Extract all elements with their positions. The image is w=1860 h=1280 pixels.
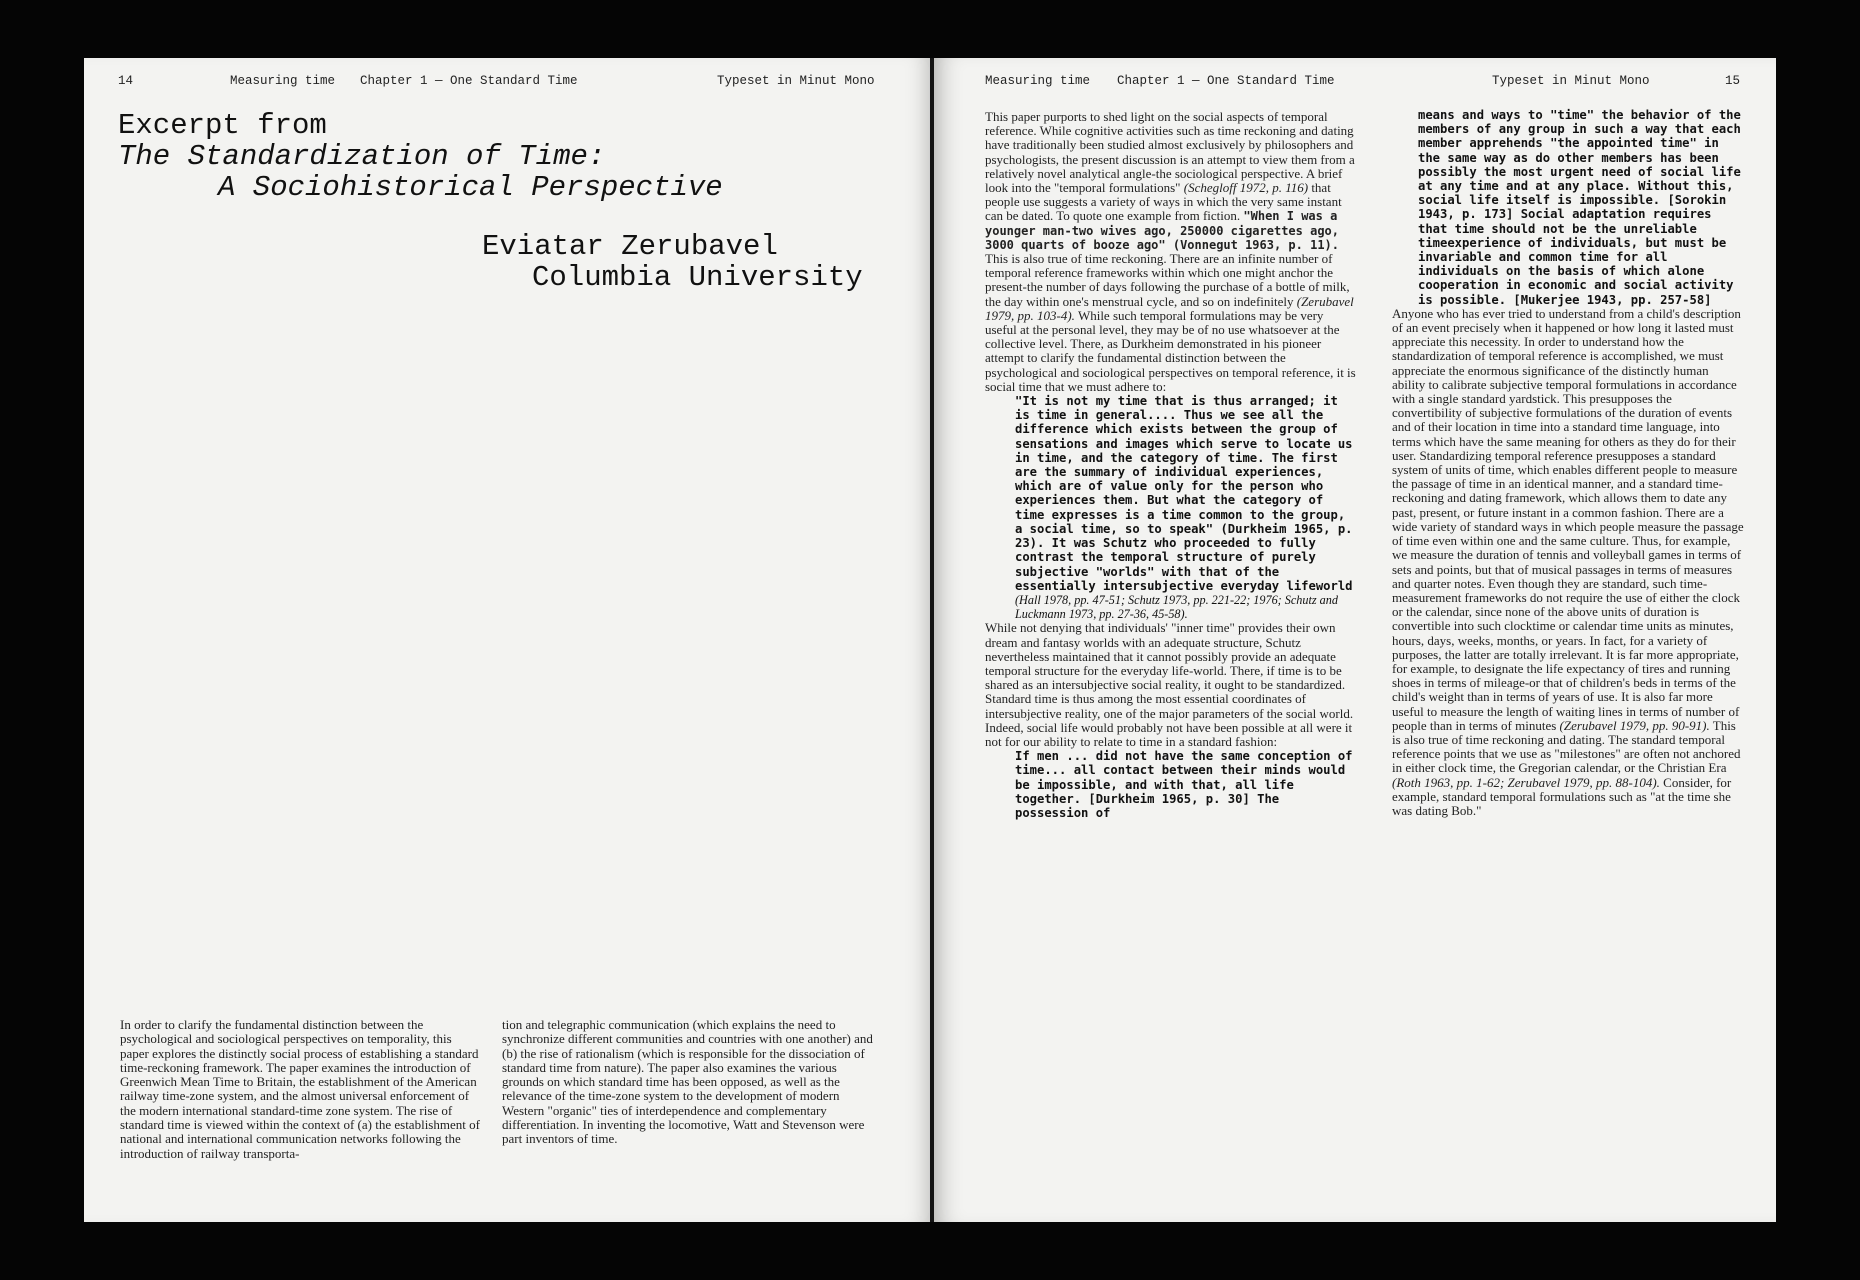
paragraph-4-text: Anyone who has ever tried to understand from a child's description of an event precisely when it happened or how long it lasted must appreciate this necessity. In order to understand how the standardization of temporal reference is accomplished, we must appreciate the enormous significance of the distinctly human ability to calibrate subjective temporal formulations in accordance with a single standard yardstick. This presupposes the convertibility of subjective formulations of the duration of events and of their location in time into a standard time language, into terms which have the same meaning for others as they do for their user. Standardizing temporal reference presupposes a standard system of units of time, which enables different people to measure the passage of time in an identical manner, and a standard time-reckoning and dating framework, which allows them to date any past, present, or future instant in a common fashion. There are a wide variety of standard ways in which people measure the passage of time even within one and the same culture. Thus, for example, we measure the duration of tennis and volleyball games in terms of sets and points, but that of musical passages in terms of measures and quarter notes. Even though they are standard, such time-measurement frameworks do not require the use of either the clock or the calendar, since none of the above units of duration is convertible into such clocktime or calendar time units as minutes, hours, days, weeks, months, or years. In fact, for a variety of purposes, the latter are totally irrelevant. It is far more appropriate, for example, to designate the life expectancy of tires and running shoes in terms of mileage-or that of children's beds in terms of the child's weight than in terms of years of use. It is also far more useful to measure the length of waiting lines in terms of number of people than in terms of minutes [1392,305,1744,733]
citation-zerubavel-1979-b: (Zerubavel 1979, pp. 90-91). [1559,717,1710,733]
paragraph-3: While not denying that individuals' "inner time" provides their own dream and fantasy worlds with an adequate structure, Schutz nevertheless maintained that it cannot possibly provide an adequate temporal structure for the everyday life-world. There, if time is to be shared as an intersubjective social reality, it ought to be standardized. Standard time is thus among the most essential coordinates of intersubjective reality, one of the major parameters of the social world. Indeed, social life would probably not have been possible at all were it not for our ability to relate to time in a standard fashion: [985,620,1354,749]
running-head-section-right: Measuring time [985,74,1091,88]
title-line-1: Excerpt from [118,109,327,142]
author-affiliation: Columbia University [532,261,863,294]
paragraph-2 [985,252,1357,394]
paragraph-2-text-b: While such temporal formulations may be very useful at the personal level, they may be of no use whatsoever at the collective level. There, as Durkheim demonstrated in his pioneer attempt to clarify the fundamental distinction between the psychological and sociological perspectives on temporal reference, it is social time that we must adhere to: [985,307,1356,394]
running-head-colophon-right: Typeset in Minut Mono [1492,74,1650,88]
paragraph-1-text-b: that people use suggests a variety of ways in which the very same instant can be dated. To quote one example from fiction. [985,180,1342,224]
title-line-3: A Sociohistorical Perspective [218,171,723,204]
citation-roth-zerubavel: (Roth 1963, pp. 1-62; Zerubavel 1979, pp. 88-104). [1392,774,1660,790]
running-head-section-left: Measuring time [230,74,336,88]
body-column-1 [985,110,1357,820]
citation-zerubavel-1979: (Zerubavel 1979, pp. 103-4). [985,293,1354,323]
block-quote-sorokin-mukerjee: means and ways to "time" the behavior of the members of any group in such a way that each member apprehends "the appointed time" in the same way as do other members has been possibly the most urgent need of social life at any time and at any place. Without this, social life itself is impossible. [Sorokin 1943, p. 173] Social adaptation requires that time should not be the unreliable timeexperience of individuals, but must be invariable and common time for all individuals on the basis of which alone cooperation in economic and social activity is possible. [Mukerjee 1943, pp. 257-58] [1418,108,1741,307]
left-page [84,58,930,1222]
abstract-column-2 [502,1018,874,1147]
block-quote-durkheim [1015,394,1357,621]
running-head-colophon-left: Typeset in Minut Mono [717,74,875,88]
paragraph-4-text-b: This is also true of time reckoning and dating. The standard temporal reference points that we use as "milestones" are often not anchored in either clock time, the Gregorian calendar, or the Christian Era [1392,717,1741,776]
citation-hall-schutz: (Hall 1978, pp. 47-51; Schutz 1973, pp. 221-22; 1976; Schutz and Luckmann 1973, pp. 27-36, 45-58). [1015,592,1338,622]
vonnegut-quote: "When I was a younger man-two wives ago, 250000 cigarettes ago, 3000 quarts of booze ago" (Vonnegut 1963, p. 11). [985,209,1340,252]
running-head-chapter-right: Chapter 1 — One Standard Time [1117,74,1335,88]
abstract-text-1: In order to clarify the fundamental distinction between the psychological and sociological perspectives on temporality, this paper explores the distinctly social process of establishing a standard time-reckoning framework. The paper examines the introduction of Greenwich Mean Time to Britain, the establishment of the American railway time-zone system, and the almost universal enforcement of the modern international standard-time zone system. The rise of standard time is viewed within the context of (a) the establishment of national and international communication networks following the introduction of railway transporta- [120,1017,480,1161]
right-page [934,58,1776,1222]
page-number-right: 15 [1725,74,1741,88]
paragraph-1-text: This paper purports to shed light on the social aspects of temporal reference. While cognitive activities such as time reckoning and dating have traditionally been studied almost exclusively by philosophers and psychologists, the present discussion is an attempt to view them from a relatively novel analytical angle-the sociological perspective. A brief look into the "temporal formulations" [985,109,1355,196]
abstract-text-2: tion and telegraphic communication (which explains the need to synchronize different communities and countries with one another) and (b) the rise of rationalism (which is responsible for the dissociation of standard time from nature). The paper also examines the various grounds on which standard time has been opposed, as well as the relevance of the time-zone system to the development of modern Western "organic" ties of interdependence and complementary differentiation. In inventing the locomotive, Watt and Stevenson were part inventors of time. [502,1017,873,1147]
paragraph-4-text-c: Consider, for example, standard temporal formulations such as "at the time she was dating Bob." [1392,774,1732,818]
abstract-column-1 [120,1018,482,1161]
body-column-2 [1392,108,1744,818]
running-head-chapter-left: Chapter 1 — One Standard Time [360,74,578,88]
block-quote-durkheim-2: If men ... did not have the same conception of time... all contact between their minds would be impossible, and with that, all life together. [Durkheim 1965, p. 30] The possession of [1015,749,1353,820]
paragraph-1 [985,110,1357,252]
page-number-left: 14 [118,74,134,88]
citation-schegloff: (Schegloff 1972, p. 116) [1183,180,1309,196]
paragraph-2-text: This is also true of time reckoning. There are an infinite number of temporal reference frameworks within which one might anchor the present-the number of days following the purchase of a bottle of milk, the day within one's menstrual cycle, and so on indefinitely [985,251,1350,309]
title-line-2: The Standardization of Time: [118,140,606,173]
author-name: Eviatar Zerubavel [482,230,778,263]
block-quote-durkheim-text: "It is not my time that is thus arranged; it is time in general.... Thus we see all the difference which exists between the group of sensations and images which serve to locate us in time, and the category of time. The first are the summary of individual experiences, which are of value only for the person who experiences them. But what the category of time expresses is a time common to the group, a social time, so to speak" (Durkheim 1965, p. 23). It was Schutz who proceeded to fully contrast the temporal structure of purely subjective "worlds" with that of the essentially intersubjective everyday lifeworld [1015,394,1353,593]
paragraph-4 [1392,307,1744,818]
